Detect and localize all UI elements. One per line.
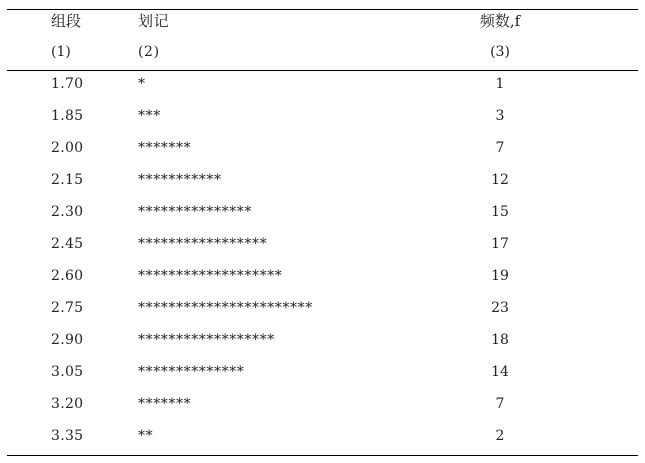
row-frequency-value: 15 [491,204,509,220]
row-frequency-value: 14 [491,364,509,380]
row-frequency-value: 1 [495,76,505,92]
row-tally-marks: *** [138,108,161,124]
row-group-value: 2.60 [51,268,84,284]
row-frequency-value: 23 [491,300,509,316]
top-rule [7,9,638,10]
row-tally-marks: ***************** [138,236,268,252]
header-group-index: (1) [51,44,71,60]
row-tally-marks: ******************* [138,268,283,284]
row-group-value: 3.20 [51,396,84,412]
row-tally-marks: ** [138,428,154,444]
row-tally-marks: ******* [138,396,192,412]
row-group-value: 1.85 [51,108,84,124]
header-rule [7,70,638,71]
header-tally-index: (2) [138,44,160,60]
header-tally: 划记 [138,12,170,30]
row-tally-marks: *********************** [138,300,313,316]
row-group-value: 2.15 [51,172,84,188]
row-tally-marks: *************** [138,204,252,220]
row-group-value: 2.30 [51,204,84,220]
row-group-value: 2.00 [51,140,84,156]
row-group-value: 2.90 [51,332,84,348]
header-frequency-index: (3) [490,44,510,60]
header-group: 组段 [51,12,82,30]
row-frequency-value: 7 [495,396,505,412]
row-group-value: 3.35 [51,428,84,444]
row-tally-marks: *********** [138,172,222,188]
row-tally-marks: ******* [138,140,192,156]
row-tally-marks: ****************** [138,332,275,348]
row-tally-marks: * [138,76,146,92]
row-group-value: 1.70 [51,76,84,92]
row-frequency-value: 3 [495,108,505,124]
row-group-value: 2.45 [51,236,84,252]
row-tally-marks: ************** [138,364,245,380]
row-frequency-value: 2 [495,428,505,444]
row-group-value: 2.75 [51,300,84,316]
header-frequency: 频数,f [479,12,521,30]
row-frequency-value: 17 [491,236,509,252]
bottom-rule [7,455,638,456]
row-frequency-value: 19 [491,268,509,284]
row-frequency-value: 12 [491,172,509,188]
row-group-value: 3.05 [51,364,84,380]
row-frequency-value: 18 [491,332,509,348]
row-frequency-value: 7 [495,140,505,156]
